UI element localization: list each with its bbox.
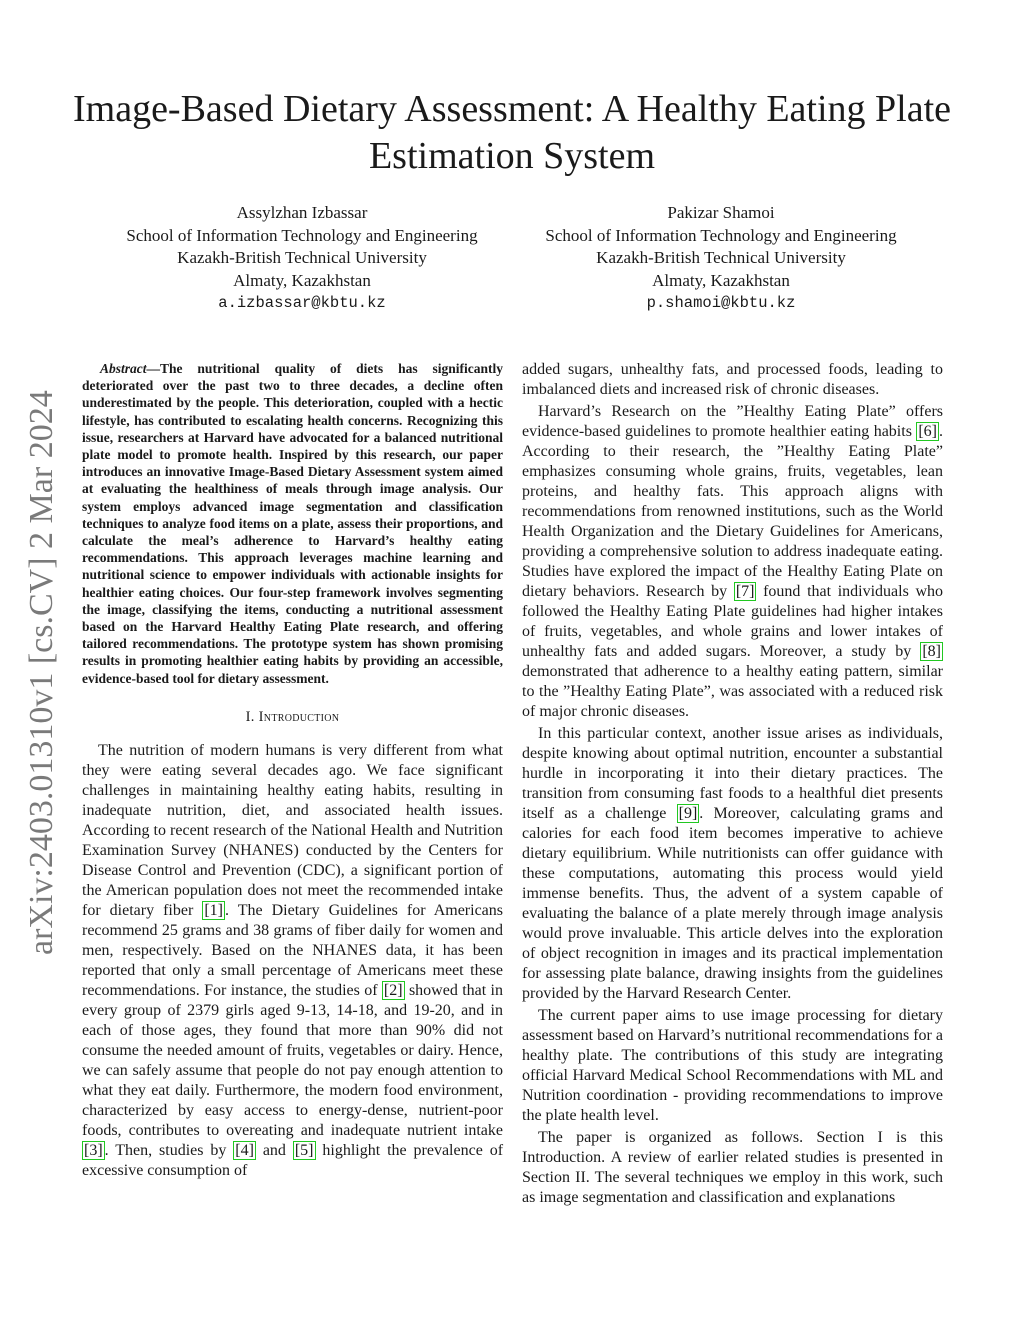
section-number: I. xyxy=(245,708,255,725)
text-run: highlight the prevalence of excessive consumption of xyxy=(82,1141,504,1179)
text-run: . Then, studies by xyxy=(104,1141,234,1159)
text-run: showed that in every group of 2379 girls aged 9-13, 14-18, and 19-20, and in each of those ages, they found that more than 90% did not consume the needed amount of fruits, vegetables or dairy. Hence, we can safely assume that people do not pay enough attention to what they eat daily. Furthermore, the modern food environment, characterized by easy access to energy-dense, nutrient-poor foods, contributes to overeating and inadequate nutrient intake xyxy=(82,981,503,1139)
text-run: demonstrated that adherence to a healthy eating pattern, similar to the ”Healthy Eating Plate”, was associated with a reduced risk of major chronic diseases. xyxy=(522,663,943,720)
paragraph-aims: The current paper aims to use image processing for dietary assessment based on Harvard’s nutritional recommendations for a healthy plate. The contributions of this study are integrating official Harvard Medical School Recommendations with ML and Nutrition coordination - providing recommendations to improve the plate health level. xyxy=(522,1007,943,1124)
abstract-text: The nutritional quality of diets has significantly deteriorated over the past two to three decades, a decline often underestimated by the people. This deterioration, coupled with a hectic lifestyle, has contributed to escalating health concerns. Recognizing this issue, researchers at Harvard have advocated for a balanced nutritional plate model to promote health. Inspired by this research, our paper introduces an innovative Image-Based Dietary Assessment system aimed at evaluating the healthiness of meals through image analysis. Our system employs advanced image segmentation and classification techniques to analyze food items on a plate, assess their proportions, and calculate the meal’s adherence to Harvard’s healthy eating recommendations. This approach leverages machine learning and nutritional science to empower individuals with actionable insights for healthier eating choices. Our four-step framework involves segmenting the image, classifying the items, conducting a nutritional assessment based on the Harvard Healthy Eating Plate research, and offering tailored recommendations. The prototype system has shown promising results in promoting healthier eating habits by providing an accessible, evidence-based tool for dietary assessment. xyxy=(82,361,503,686)
author-email: p.shamoi@kbtu.kz xyxy=(646,294,796,312)
author-block-1 xyxy=(92,202,512,315)
author-university: Kazakh-British Technical University xyxy=(596,248,846,267)
citation-link[interactable]: [2] xyxy=(383,981,403,999)
citation-link[interactable]: [3] xyxy=(84,1141,103,1159)
text-run: found that individuals who followed the Healthy Eating Plate guidelines had higher intakes of fruits, vegetables, and whole grains and lower intakes of unhealthy fats and added sugars. Moreover, a study by xyxy=(522,583,943,660)
citation-link[interactable]: [8] xyxy=(922,643,941,660)
text-run: Harvard’s Research on the ”Healthy Eating Plate” offers evidence-based guidelines to promote healthier eating habits xyxy=(522,403,943,440)
citation-link[interactable]: [9] xyxy=(678,805,698,822)
citation-link[interactable]: [4] xyxy=(235,1141,254,1159)
author-school: School of Information Technology and Engineering xyxy=(126,225,478,245)
continued-paragraph: added sugars, unhealthy fats, and processed foods, leading to imbalanced diets and increased risk of chronic diseases. xyxy=(522,361,943,398)
author-name: Assylzhan Izbassar xyxy=(236,203,368,222)
abstract-label: Abstract xyxy=(100,361,147,376)
citation-link[interactable]: [7] xyxy=(735,583,755,600)
paragraph-context xyxy=(522,724,943,1004)
text-run: . The Dietary Guidelines for Americans recommend 25 grams and 38 grams of fiber daily for women and men, respectively. Based on the NHANES data, it has been reported that only a small percentage of Americans meet these recommendations. For instance, the studies of xyxy=(82,901,504,999)
paragraph-healthy-eating-plate xyxy=(522,402,943,722)
author-school: School of Information Technology and Engineering xyxy=(545,225,897,245)
citation-link[interactable]: [1] xyxy=(204,901,223,919)
left-column xyxy=(82,360,503,1183)
section-heading-introduction xyxy=(82,707,503,727)
author-email: a.izbassar@kbtu.kz xyxy=(218,294,386,312)
text-run: . Moreover, calculating grams and calories for each food item becomes imperative to achieve dietary equilibrium. While nutritionists can offer guidance with these computations, automating this process would yield immense benefits. Thus, the advent of a system capable of evaluating the balance of a plate merely through image analysis would prove invaluable. This article delves into the exploration of object recognition in images and its practical implementation for assessing plate balance, drawing insights from the guidelines provided by the Harvard Research Center. xyxy=(522,805,943,1002)
author-city: Almaty, Kazakhstan xyxy=(652,270,790,290)
abstract xyxy=(82,360,503,687)
right-column xyxy=(522,360,943,1210)
author-city: Almaty, Kazakhstan xyxy=(233,270,371,290)
text-run: and xyxy=(255,1141,293,1159)
text-run: In this particular context, another issue arises as individuals, despite knowing about optimal nutrition, encounter a substantial hurdle in incorporating it into their dietary practices. The transition from consuming fast foods to a healthful diet presents itself as a challenge xyxy=(522,725,943,822)
paper-title: Image-Based Dietary Assessment: A Healthy Eating Plate Estimation System xyxy=(72,88,952,177)
author-university: Kazakh-British Technical University xyxy=(177,248,427,267)
text-run: . According to their research, the ”Healthy Eating Plate” emphasizes consuming whole grains, fruits, vegetables, lean proteins, and healthy fats. This approach aligns with recommendations from renowned institutions, such as the World Health Organization and the Dietary Guidelines for Americans, providing a comprehensive solution to address inadequate eating. Studies have explored the impact of the Healthy Eating Plate on dietary behaviors. Research by xyxy=(522,423,943,600)
author-block-2 xyxy=(511,202,931,315)
abstract-dash: — xyxy=(146,361,161,376)
section-title: Introduction xyxy=(258,708,340,725)
text-run: The nutrition of modern humans is very different from what they were eating several decades ago. We face significant challenges in maintaining healthy eating habits, resulting in inadequate nutrition, diet, and associated health issues. According to recent research of the National Health and Nutrition Examination Survey (NHANES) conducted by the Centers for Disease Control and Prevention (CDC), a significant portion of the American population does not meet the recommended intake for dietary fiber xyxy=(82,741,503,919)
intro-paragraph-1 xyxy=(82,741,503,1181)
author-name: Pakizar Shamoi xyxy=(667,203,775,222)
citation-link[interactable]: [6] xyxy=(918,423,937,440)
arxiv-identifier-text: arXiv:2403.01310v1 [cs.CV] 2 Mar 2024 xyxy=(23,390,60,955)
paragraph-organization: The paper is organized as follows. Section I is this Introduction. A review of earlier related studies is presented in Section II. The several techniques we employ in this work, such as image segmentation and classification and explanations xyxy=(522,1129,943,1206)
citation-link[interactable]: [5] xyxy=(294,1141,314,1159)
